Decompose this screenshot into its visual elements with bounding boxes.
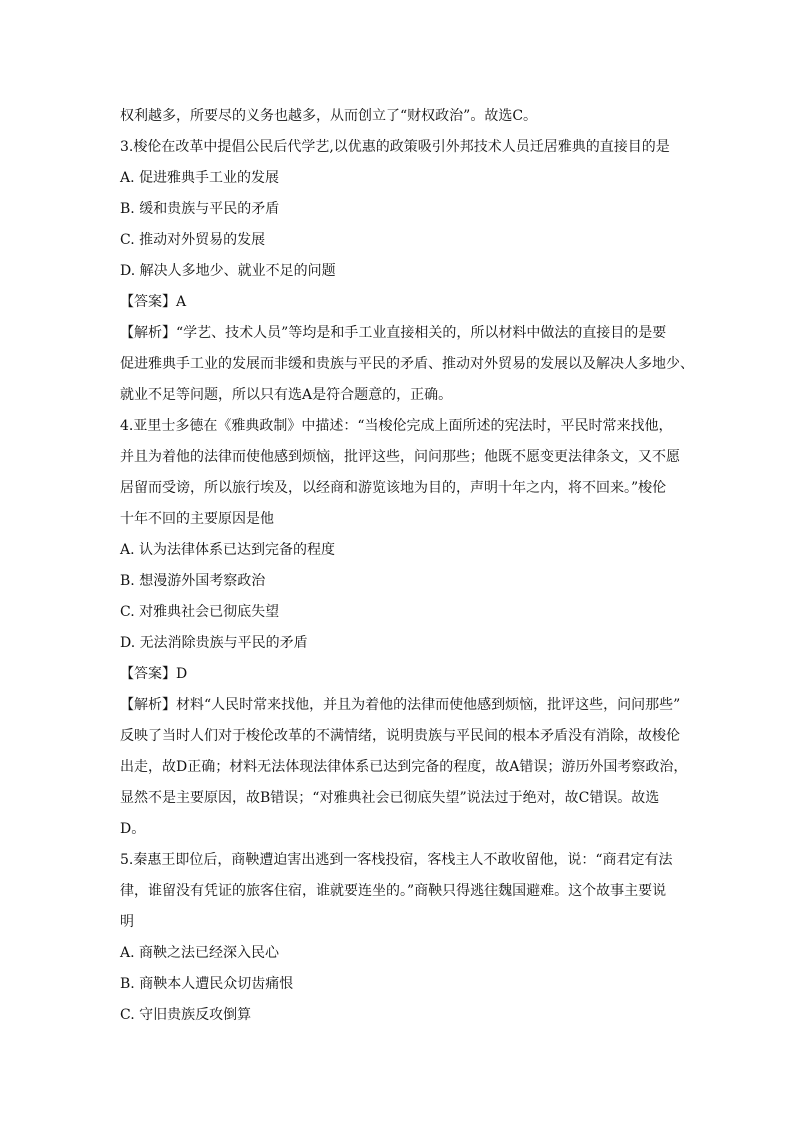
question-3-analysis-line-2: 促进雅典手工业的发展而非缓和贵族与平民的矛盾、推动对外贸易的发展以及解决人多地少、 xyxy=(120,356,694,372)
question-5-stem-line-2: 律，谁留没有凭证的旅客住宿，谁就要连坐的。”商鞅只得逃往魏国避难。这个故事主要说 xyxy=(120,883,667,899)
question-5-option-b: B. 商鞅本人遭民众切齿痛恨 xyxy=(120,976,294,992)
question-4-option-b: B. 想漫游外国考察政治 xyxy=(120,573,266,589)
question-5-option-c: C. 守旧贵族反攻倒算 xyxy=(120,1007,252,1023)
question-3-option-d: D. 解决人多地少、就业不足的问题 xyxy=(120,263,336,279)
question-4-option-a: A. 认为法律体系已达到完备的程度 xyxy=(120,542,336,558)
question-4-option-c: C. 对雅典社会已彻底失望 xyxy=(120,604,280,620)
document-body xyxy=(120,101,694,1031)
question-4-stem-line-1: 4.亚里士多德在《雅典政制》中描述：“当梭伦完成上面所述的宪法时，平民时常来找他， xyxy=(120,418,673,434)
question-3-answer: 【答案】A xyxy=(120,294,187,310)
question-4-stem-line-2: 并且为着他的法律而使他感到烦恼，批评这些，问问那些；他既不愿变更法律条文，又不愿 xyxy=(120,449,680,465)
question-4-analysis-line-3: 出走，故D正确；材料无法体现法律体系已达到完备的程度，故A错误；游历外国考察政治， xyxy=(120,759,688,775)
question-5-stem-line-3: 明 xyxy=(120,914,134,930)
question-3-option-b: B. 缓和贵族与平民的矛盾 xyxy=(120,201,280,217)
question-3-option-c: C. 推动对外贸易的发展 xyxy=(120,232,266,248)
question-4-analysis-line-2: 反映了当时人们对于梭伦改革的不满情绪，说明贵族与平民间的根本矛盾没有消除，故梭伦 xyxy=(120,728,680,744)
question-4-analysis-line-5: D。 xyxy=(120,821,146,837)
question-4-stem-line-4: 十年不回的主要原因是他 xyxy=(120,511,274,527)
question-5-option-a: A. 商鞅之法已经深入民心 xyxy=(120,945,280,961)
question-3-analysis-line-1: 【解析】“学艺、技术人员”等均是和手工业直接相关的，所以材料中做法的直接目的是要 xyxy=(120,325,667,341)
question-4-option-d: D. 无法消除贵族与平民的矛盾 xyxy=(120,635,308,651)
question-5-stem-line-1: 5.秦惠王即位后，商鞅遭迫害出逃到一客栈投宿，客栈主人不敢收留他，说：“商君定有法 xyxy=(120,852,673,868)
question-3-stem: 3.梭伦在改革中提倡公民后代学艺,以优惠的政策吸引外邦技术人员迁居雅典的直接目的是 xyxy=(120,139,670,155)
question-3-analysis-line-3: 就业不足等问题，所以只有选A是符合题意的，正确。 xyxy=(120,387,453,403)
text-line-continuation: 权利越多，所要尽的义务也越多，从而创立了“财权政治”。故选C。 xyxy=(120,108,538,124)
question-3-option-a: A. 促进雅典手工业的发展 xyxy=(120,170,280,186)
question-4-analysis-line-4: 显然不是主要原因，故B错误；“对雅典社会已彻底失望”说法过于绝对，故C错误。故选 xyxy=(120,790,660,806)
question-4-answer: 【答案】D xyxy=(120,666,188,682)
question-4-analysis-line-1: 【解析】材料“人民时常来找他，并且为着他的法律而使他感到烦恼，批评这些，问问那些” xyxy=(120,697,681,713)
question-4-stem-line-3: 居留而受谤，所以旅行埃及，以经商和游览该地为目的，声明十年之内，将不回来。”梭伦 xyxy=(120,480,667,496)
